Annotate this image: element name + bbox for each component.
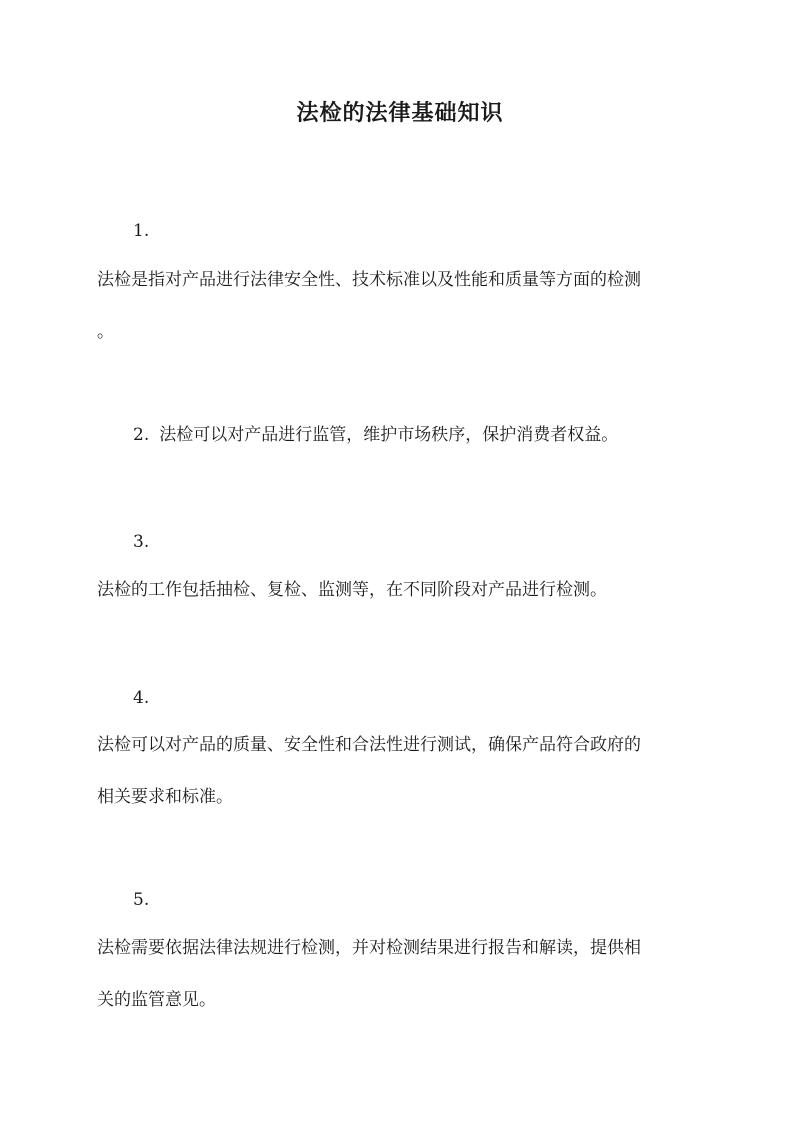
item-1-line-1: 法检是指对产品进行法律安全性、技术标准以及性能和质量等方面的检测 xyxy=(97,270,641,290)
item-text-2: 法检可以对产品进行监管，维护市场秩序，保护消费者权益。 xyxy=(159,425,619,445)
item-text-5 xyxy=(97,922,707,1026)
item-4-line-2: 相关要求和标准。 xyxy=(97,787,233,807)
item-4-line-1: 法检可以对产品的质量、安全性和合法性进行测试，确保产品符合政府的 xyxy=(97,735,641,755)
item-1-line-2: 。 xyxy=(97,322,114,342)
item-number-4: 4. xyxy=(133,688,150,708)
item-number-1: 1. xyxy=(133,221,150,241)
item-text-3 xyxy=(97,564,707,616)
item-number-2: 2. xyxy=(133,425,150,445)
page-title: 法检的法律基础知识 xyxy=(296,100,504,126)
item-number-3: 3. xyxy=(133,532,150,552)
item-number-5: 5. xyxy=(133,890,150,910)
item-5-line-2: 关的监管意见。 xyxy=(97,990,216,1010)
item-5-line-1: 法检需要依据法律法规进行检测，并对检测结果进行报告和解读，提供相 xyxy=(97,938,641,958)
item-text-1 xyxy=(97,254,707,358)
item-3-line-1: 法检的工作包括抽检、复检、监测等，在不同阶段对产品进行检测。 xyxy=(97,580,607,600)
item-text-4 xyxy=(97,719,707,823)
item-2 xyxy=(133,423,713,447)
